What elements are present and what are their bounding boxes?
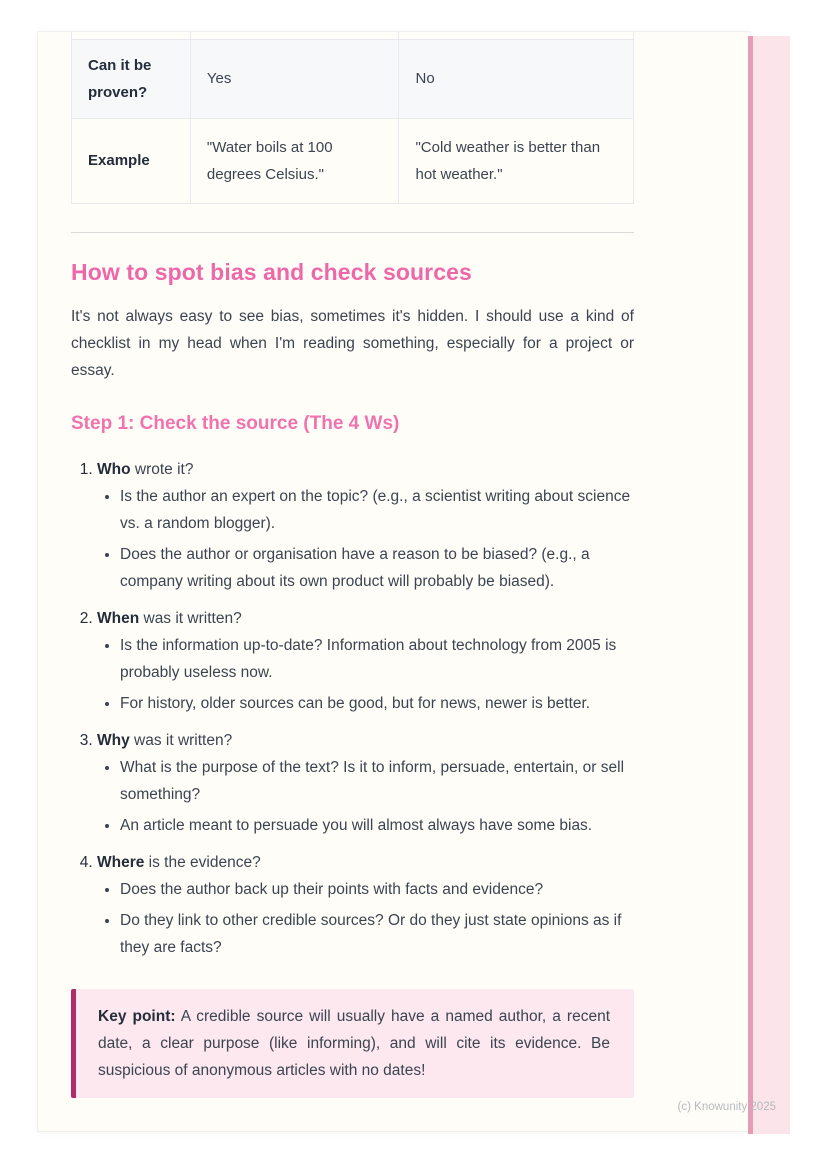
bullet-item: • For history, older sources can be good, but for news, newer is better. — [120, 690, 634, 717]
checklist-keyword: Who — [97, 460, 131, 478]
bullet-item: • Do they link to other credible sources? Or do they just state opinions as if they are facts? — [120, 907, 634, 961]
row-header-cell: Can it be proven? — [72, 39, 191, 118]
checklist-keyword: When — [97, 609, 140, 627]
copyright-footer: (c) Knowunity 2025 — [677, 1101, 776, 1113]
page-edge-ribbon — [748, 36, 790, 1134]
bullet-item: • Is the information up-to-date? Information about technology from 2005 is probably useless now. — [120, 632, 634, 686]
fact-vs-opinion-table — [71, 32, 634, 204]
bullet-item: • An article meant to persuade you will almost always have some bias. — [120, 812, 634, 839]
checklist-item-who — [97, 456, 634, 595]
bullet-list — [97, 876, 634, 961]
bullet-item: • What is the purpose of the text? Is it to inform, persuade, entertain, or sell something? — [120, 754, 634, 808]
section-divider — [71, 232, 634, 233]
checklist-item-why — [97, 727, 634, 839]
bullet-list — [97, 632, 634, 717]
table-cell: Yes — [190, 39, 399, 118]
intro-paragraph: It's not always easy to see bias, sometimes it's hidden. I should use a kind of checklist in my head when I'm reading something, especially for a project or essay. — [71, 307, 634, 379]
checklist-question: was it written? — [139, 609, 242, 627]
bullet-item: • Does the author or organisation have a reason to be biased? (e.g., a company writing about its own product will probably be biased). — [120, 541, 634, 595]
checklist-question: wrote it? — [130, 460, 194, 478]
bullet-item: • Is the author an expert on the topic? (e.g., a scientist writing about science vs. a random blogger). — [120, 483, 634, 537]
checklist-keyword: Where — [97, 853, 145, 871]
table-cell — [190, 32, 399, 39]
table-cell — [72, 32, 191, 39]
bullet-list — [97, 754, 634, 839]
step-heading: Step 1: Check the source (The 4 Ws) — [71, 412, 400, 434]
key-point-text: A credible source will usually have a named author, a recent date, a clear purpose (like informing), and will cite its evidence. Be suspicious of anonymous articles with no dates! — [98, 1007, 610, 1079]
document-page — [38, 32, 750, 1131]
checklist-item-where — [97, 849, 634, 961]
checklist-question: was it written? — [129, 731, 233, 749]
checklist-keyword: Why — [97, 731, 130, 749]
table-row-cutoff — [72, 32, 634, 39]
bullet-list — [97, 483, 634, 595]
checklist-item-when — [97, 605, 634, 717]
table-row — [72, 118, 634, 203]
table-cell: "Cold weather is better than hot weather." — [399, 118, 634, 203]
checklist-question: is the evidence? — [144, 853, 261, 871]
section-heading: How to spot bias and check sources — [71, 258, 472, 285]
row-header-cell: Example — [72, 118, 191, 203]
key-point-label: Key point: — [98, 1007, 176, 1025]
key-point-callout — [71, 989, 634, 1098]
page-content — [71, 32, 634, 1098]
table-cell — [399, 32, 634, 39]
source-checklist — [71, 456, 634, 961]
table-row — [72, 39, 634, 118]
table-cell: No — [399, 39, 634, 118]
table-cell: "Water boils at 100 degrees Celsius." — [190, 118, 399, 203]
bullet-item: • Does the author back up their points with facts and evidence? — [120, 876, 634, 903]
